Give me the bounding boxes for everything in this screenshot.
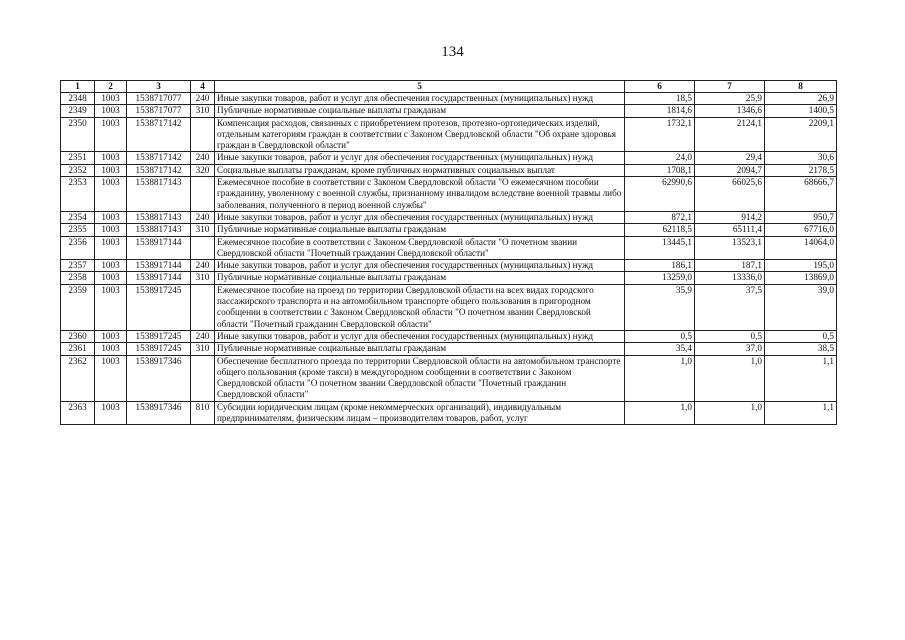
row-number: 2348	[61, 93, 95, 105]
row-number: 2356	[61, 236, 95, 260]
amount-col-7: 1346,6	[695, 105, 765, 117]
amount-col-8: 68666,7	[765, 177, 837, 212]
target-article-code: 1538917245	[127, 343, 191, 355]
expense-type-code: 240	[191, 330, 215, 342]
section-code: 1003	[95, 117, 127, 152]
amount-col-8: 195,0	[765, 260, 837, 272]
table-row	[61, 355, 837, 401]
section-code: 1003	[95, 355, 127, 401]
row-description: Ежемесячное пособие в соответствии с Законом Свердловской области "О почетном звании Свердловской области "Почетный гражданин Свердловской области"	[215, 236, 625, 260]
row-description: Публичные нормативные социальные выплаты гражданам	[215, 105, 625, 117]
page-number: 134	[441, 44, 464, 60]
section-code: 1003	[95, 211, 127, 223]
section-code: 1003	[95, 224, 127, 236]
row-description: Публичные нормативные социальные выплаты гражданам	[215, 224, 625, 236]
column-header: 4	[191, 81, 215, 93]
expense-type-code: 810	[191, 401, 215, 425]
table-row	[61, 117, 837, 152]
amount-col-8: 26,9	[765, 93, 837, 105]
row-number: 2350	[61, 117, 95, 152]
expense-type-code	[191, 355, 215, 401]
row-number: 2352	[61, 164, 95, 176]
column-header: 6	[625, 81, 695, 93]
table-row	[61, 330, 837, 342]
target-article-code: 1538917245	[127, 330, 191, 342]
target-article-code: 1538917245	[127, 284, 191, 330]
table-row	[61, 260, 837, 272]
row-description: Компенсация расходов, связанных с приобретением протезов, протезно-ортопедических изделий, отдельным категориям граждан в соответствии с Законом Свердловской области "Об охране здоровья граждан в Свердловской области"	[215, 117, 625, 152]
budget-table	[60, 80, 837, 425]
amount-col-6: 35,4	[625, 343, 695, 355]
amount-col-7: 187,1	[695, 260, 765, 272]
table-row	[61, 152, 837, 164]
table-row	[61, 93, 837, 105]
row-number: 2360	[61, 330, 95, 342]
amount-col-6: 18,5	[625, 93, 695, 105]
row-number: 2355	[61, 224, 95, 236]
target-article-code: 1538817143	[127, 177, 191, 212]
target-article-code: 1538717077	[127, 93, 191, 105]
section-code: 1003	[95, 93, 127, 105]
row-number: 2353	[61, 177, 95, 212]
amount-col-8: 2209,1	[765, 117, 837, 152]
row-description: Публичные нормативные социальные выплаты гражданам	[215, 272, 625, 284]
row-description: Иные закупки товаров, работ и услуг для обеспечения государственных (муниципальных) нужд	[215, 152, 625, 164]
section-code: 1003	[95, 236, 127, 260]
expense-type-code	[191, 236, 215, 260]
table-row	[61, 224, 837, 236]
amount-col-6: 13445,1	[625, 236, 695, 260]
expense-type-code	[191, 117, 215, 152]
amount-col-7: 0,5	[695, 330, 765, 342]
row-description: Ежемесячное пособие в соответствии с Законом Свердловской области "О ежемесячном пособии гражданину, уволенному с военной службы, признанному инвалидом вследствие военной травмы либо заболевания, полученного в период военной службы"	[215, 177, 625, 212]
table-row	[61, 343, 837, 355]
amount-col-8: 1,1	[765, 401, 837, 425]
column-header: 1	[61, 81, 95, 93]
section-code: 1003	[95, 164, 127, 176]
amount-col-7: 13336,0	[695, 272, 765, 284]
amount-col-6: 13259,0	[625, 272, 695, 284]
amount-col-6: 1,0	[625, 401, 695, 425]
row-description: Социальные выплаты гражданам, кроме публичных нормативных социальных выплат	[215, 164, 625, 176]
row-description: Ежемесячное пособие на проезд по территории Свердловской области на всех видах городского пассажирского транспорта и на автомобильном транспорте общего пользования в пригородном сообщении в соответствии с Законом Свердловской области "О почетном звании Свердловской области "Почетный гражданин Свердловской области"	[215, 284, 625, 330]
row-description: Иные закупки товаров, работ и услуг для обеспечения государственных (муниципальных) нужд	[215, 260, 625, 272]
target-article-code: 1538717142	[127, 117, 191, 152]
table-row	[61, 236, 837, 260]
table-row	[61, 164, 837, 176]
expense-type-code	[191, 177, 215, 212]
amount-col-8: 67716,0	[765, 224, 837, 236]
amount-col-6: 872,1	[625, 211, 695, 223]
target-article-code: 1538817143	[127, 211, 191, 223]
row-number: 2357	[61, 260, 95, 272]
amount-col-8: 38,5	[765, 343, 837, 355]
table-row	[61, 272, 837, 284]
table-row	[61, 177, 837, 212]
target-article-code: 1538917144	[127, 236, 191, 260]
amount-col-7: 2094,7	[695, 164, 765, 176]
section-code: 1003	[95, 343, 127, 355]
amount-col-6: 24,0	[625, 152, 695, 164]
amount-col-8: 14064,0	[765, 236, 837, 260]
amount-col-8: 39,0	[765, 284, 837, 330]
row-description: Иные закупки товаров, работ и услуг для обеспечения государственных (муниципальных) нужд	[215, 211, 625, 223]
section-code: 1003	[95, 330, 127, 342]
amount-col-6: 62990,6	[625, 177, 695, 212]
expense-type-code: 310	[191, 343, 215, 355]
row-number: 2349	[61, 105, 95, 117]
amount-col-7: 13523,1	[695, 236, 765, 260]
row-description: Иные закупки товаров, работ и услуг для обеспечения государственных (муниципальных) нужд	[215, 330, 625, 342]
column-header: 3	[127, 81, 191, 93]
amount-col-6: 1708,1	[625, 164, 695, 176]
table-body	[61, 93, 837, 425]
table-row	[61, 401, 837, 425]
amount-col-8: 0,5	[765, 330, 837, 342]
section-code: 1003	[95, 401, 127, 425]
table-row	[61, 284, 837, 330]
amount-col-7: 37,0	[695, 343, 765, 355]
amount-col-7: 2124,1	[695, 117, 765, 152]
target-article-code: 1538917144	[127, 260, 191, 272]
section-code: 1003	[95, 177, 127, 212]
amount-col-8: 1,1	[765, 355, 837, 401]
amount-col-7: 25,9	[695, 93, 765, 105]
amount-col-7: 37,5	[695, 284, 765, 330]
expense-type-code: 320	[191, 164, 215, 176]
amount-col-6: 1,0	[625, 355, 695, 401]
row-description: Субсидии юридическим лицам (кроме некоммерческих организаций), индивидуальным предпринимателям, физическим лицам – производителям товаров, работ, услуг	[215, 401, 625, 425]
row-description: Обеспечение бесплатного проезда по территории Свердловской области на автомобильном транспорте общего пользования (кроме такси) в междугородном сообщении в соответствии с Законом Свердловской области "О почетном звании Свердловской области "Почетный гражданин Свердловской области"	[215, 355, 625, 401]
amount-col-7: 1,0	[695, 401, 765, 425]
row-description: Публичные нормативные социальные выплаты гражданам	[215, 343, 625, 355]
row-number: 2354	[61, 211, 95, 223]
amount-col-8: 950,7	[765, 211, 837, 223]
amount-col-7: 29,4	[695, 152, 765, 164]
expense-type-code	[191, 284, 215, 330]
amount-col-6: 1814,6	[625, 105, 695, 117]
table-row	[61, 211, 837, 223]
column-header: 7	[695, 81, 765, 93]
expense-type-code: 240	[191, 260, 215, 272]
header-row	[61, 81, 837, 93]
expense-type-code: 310	[191, 272, 215, 284]
amount-col-7: 66025,6	[695, 177, 765, 212]
expense-type-code: 240	[191, 152, 215, 164]
column-header: 8	[765, 81, 837, 93]
section-code: 1003	[95, 260, 127, 272]
target-article-code: 1538917144	[127, 272, 191, 284]
table-row	[61, 105, 837, 117]
column-header: 5	[215, 81, 625, 93]
amount-col-7: 914,2	[695, 211, 765, 223]
row-description: Иные закупки товаров, работ и услуг для обеспечения государственных (муниципальных) нужд	[215, 93, 625, 105]
row-number: 2351	[61, 152, 95, 164]
amount-col-8: 30,6	[765, 152, 837, 164]
row-number: 2359	[61, 284, 95, 330]
row-number: 2358	[61, 272, 95, 284]
amount-col-6: 0,5	[625, 330, 695, 342]
target-article-code: 1538917346	[127, 355, 191, 401]
target-article-code: 1538717142	[127, 152, 191, 164]
row-number: 2362	[61, 355, 95, 401]
amount-col-6: 186,1	[625, 260, 695, 272]
expense-type-code: 310	[191, 224, 215, 236]
row-number: 2361	[61, 343, 95, 355]
amount-col-7: 1,0	[695, 355, 765, 401]
section-code: 1003	[95, 284, 127, 330]
amount-col-8: 1400,5	[765, 105, 837, 117]
row-number: 2363	[61, 401, 95, 425]
column-header: 2	[95, 81, 127, 93]
amount-col-8: 13869,0	[765, 272, 837, 284]
target-article-code: 1538817143	[127, 224, 191, 236]
target-article-code: 1538717142	[127, 164, 191, 176]
section-code: 1003	[95, 105, 127, 117]
amount-col-6: 62118,5	[625, 224, 695, 236]
amount-col-8: 2178,5	[765, 164, 837, 176]
amount-col-7: 65111,4	[695, 224, 765, 236]
expense-type-code: 240	[191, 93, 215, 105]
section-code: 1003	[95, 272, 127, 284]
amount-col-6: 35,9	[625, 284, 695, 330]
target-article-code: 1538917346	[127, 401, 191, 425]
target-article-code: 1538717077	[127, 105, 191, 117]
section-code: 1003	[95, 152, 127, 164]
amount-col-6: 1732,1	[625, 117, 695, 152]
expense-type-code: 240	[191, 211, 215, 223]
expense-type-code: 310	[191, 105, 215, 117]
